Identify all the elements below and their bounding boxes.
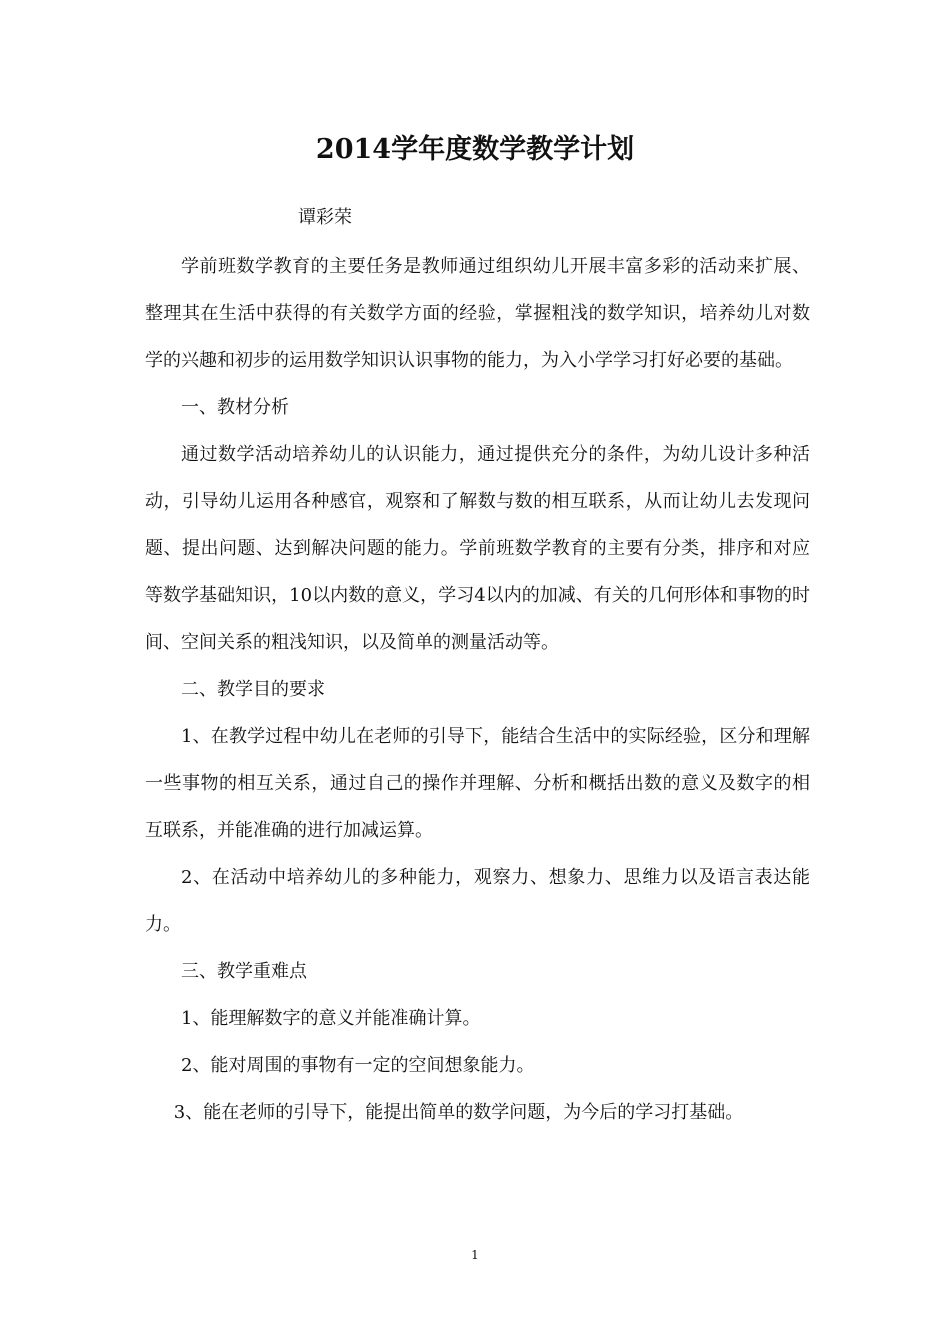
key-point-item-1: 1、能理解数字的意义并能准确计算。 xyxy=(181,1008,481,1029)
document-body xyxy=(145,243,810,1136)
goal-item-1: 1、在教学过程中幼儿在老师的引导下，能结合生活中的实际经验，区分和理解一些事物的相互关系，通过自己的操作并理解、分析和概括出数的意义及数字的相互联系，并能准确的进行加减运算。 xyxy=(145,726,810,841)
section-heading-materials: 一、教材分析 xyxy=(181,397,289,418)
key-point-item-2: 2、能对周围的事物有一定的空间想象能力。 xyxy=(181,1055,535,1076)
key-point-item-3: 3、能在老师的引导下，能提出简单的数学问题，为今后的学习打基础。 xyxy=(173,1102,744,1123)
author-name: 谭彩荣 xyxy=(298,207,352,228)
section-heading-key-points: 三、教学重难点 xyxy=(181,961,307,982)
section-heading-goals: 二、教学目的要求 xyxy=(181,679,325,700)
intro-paragraph: 学前班数学教育的主要任务是教师通过组织幼儿开展丰富多彩的活动来扩展、整理其在生活中获得的有关数学方面的经验，掌握粗浅的数学知识，培养幼儿对数学的兴趣和初步的运用数学知识认识事物的能力，为入小学学习打好必要的基础。 xyxy=(145,256,810,371)
page-number: 1 xyxy=(471,1248,479,1262)
materials-paragraph: 通过数学活动培养幼儿的认识能力，通过提供充分的条件，为幼儿设计多种活动，引导幼儿运用各种感官，观察和了解数与数的相互联系，从而让幼儿去发现问题、提出问题、达到解决问题的能力。学前班数学教育的主要有分类，排序和对应等数学基础知识，10以内数的意义，学习4以内的加减、有关的几何形体和事物的时间、空间关系的粗浅知识，以及简单的测量活动等。 xyxy=(145,444,810,653)
goal-item-2: 2、在活动中培养幼儿的多种能力，观察力、想象力、思维力以及语言表达能力。 xyxy=(145,867,810,935)
document-title: 2014学年度数学教学计划 xyxy=(315,134,635,165)
